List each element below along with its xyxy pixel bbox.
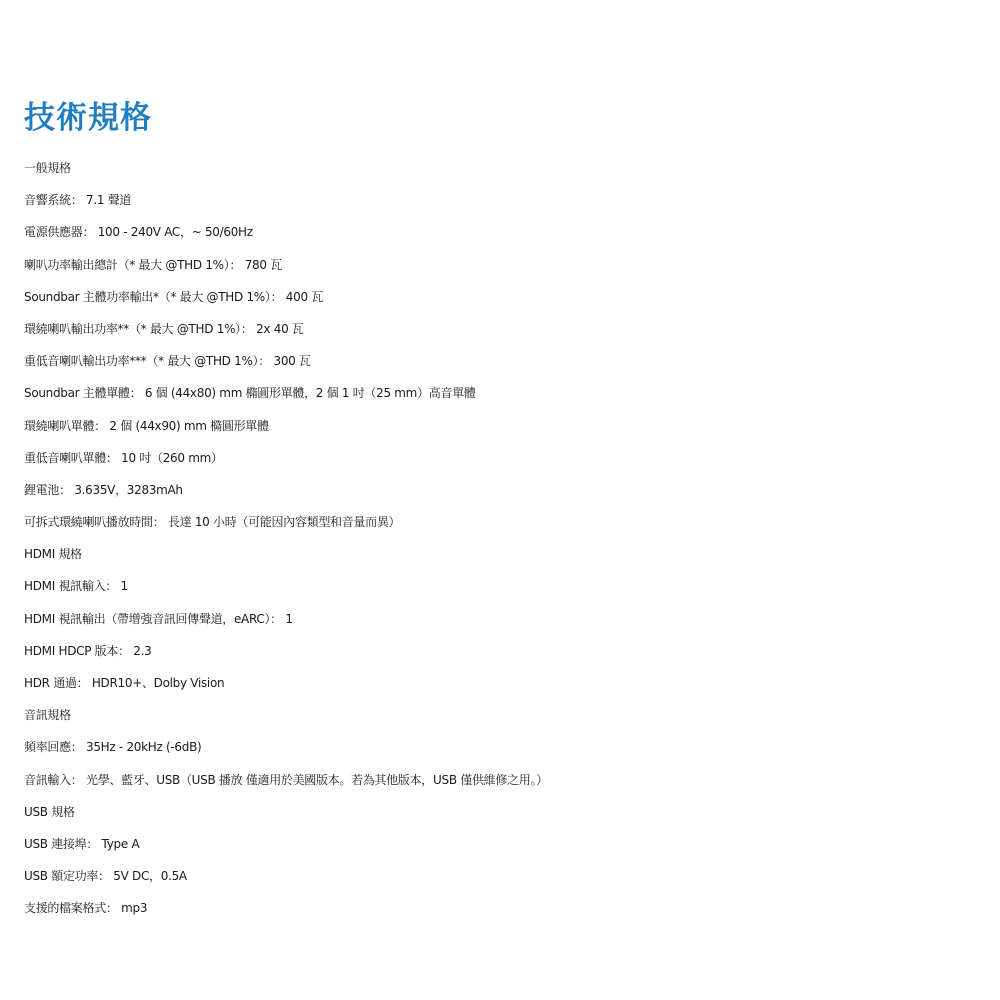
spec-soundbar-drivers: Soundbar 主體單體： 6 個 (44x80) mm 橢圓形單體，2 個 1 吋（25 mm）高音單體 — [24, 386, 476, 401]
spec-list — [24, 152, 994, 925]
spec-audio-input: 音訊輸入： 光學、藍牙、USB（USB 播放 僅適用於美國版本。若為其他版本，USB 僅供維修之用。） — [24, 772, 548, 787]
spec-frequency-response: 頻率回應： 35Hz - 20kHz (-6dB) — [24, 740, 202, 755]
spec-hdcp-version: HDMI HDCP 版本： 2.3 — [24, 643, 152, 658]
spec-page — [24, 96, 994, 925]
section-heading-general: 一般規格 — [24, 161, 71, 175]
section-heading-usb: USB 規格 — [24, 804, 75, 819]
spec-surround-playtime: 可拆式環繞喇叭播放時間： 長達 10 小時（可能因內容類型和音量而異） — [24, 515, 401, 530]
page-title: 技術規格 — [24, 100, 152, 136]
spec-surround-drivers: 環繞喇叭單體： 2 個 (44x90) mm 橢圓形單體 — [24, 418, 269, 433]
section-heading-hdmi: HDMI 規格 — [24, 547, 82, 562]
spec-usb-port: USB 連接埠： Type A — [24, 836, 140, 851]
spec-hdmi-input: HDMI 視訊輸入： 1 — [24, 579, 128, 594]
spec-hdr-passthrough: HDR 通過： HDR10+、Dolby Vision — [24, 676, 225, 690]
spec-usb-rated-power: USB 額定功率： 5V DC，0.5A — [24, 869, 187, 884]
section-heading-audio: 音訊規格 — [24, 708, 71, 723]
spec-audio-system: 音響系統： 7.1 聲道 — [24, 193, 132, 208]
spec-soundbar-output-power: Soundbar 主體功率輸出*（* 最大 @THD 1%）： 400 瓦 — [24, 289, 324, 304]
spec-total-output-power: 喇叭功率輸出總計（* 最大 @THD 1%）： 780 瓦 — [24, 257, 282, 272]
spec-subwoofer-output-power: 重低音喇叭輸出功率***（* 最大 @THD 1%）： 300 瓦 — [24, 354, 311, 369]
spec-surround-output-power: 環繞喇叭輸出功率**（* 最大 @THD 1%）： 2x 40 瓦 — [24, 321, 304, 336]
spec-hdmi-output: HDMI 視訊輸出（帶增強音訊回傳聲道，eARC）： 1 — [24, 611, 293, 626]
spec-subwoofer-driver: 重低音喇叭單體： 10 吋（260 mm） — [24, 450, 223, 465]
spec-supported-formats: 支援的檔案格式： mp3 — [24, 901, 148, 916]
spec-battery: 鋰電池： 3.635V，3283mAh — [24, 482, 183, 497]
spec-power-supply: 電源供應器： 100 - 240V AC，~ 50/60Hz — [24, 225, 253, 240]
